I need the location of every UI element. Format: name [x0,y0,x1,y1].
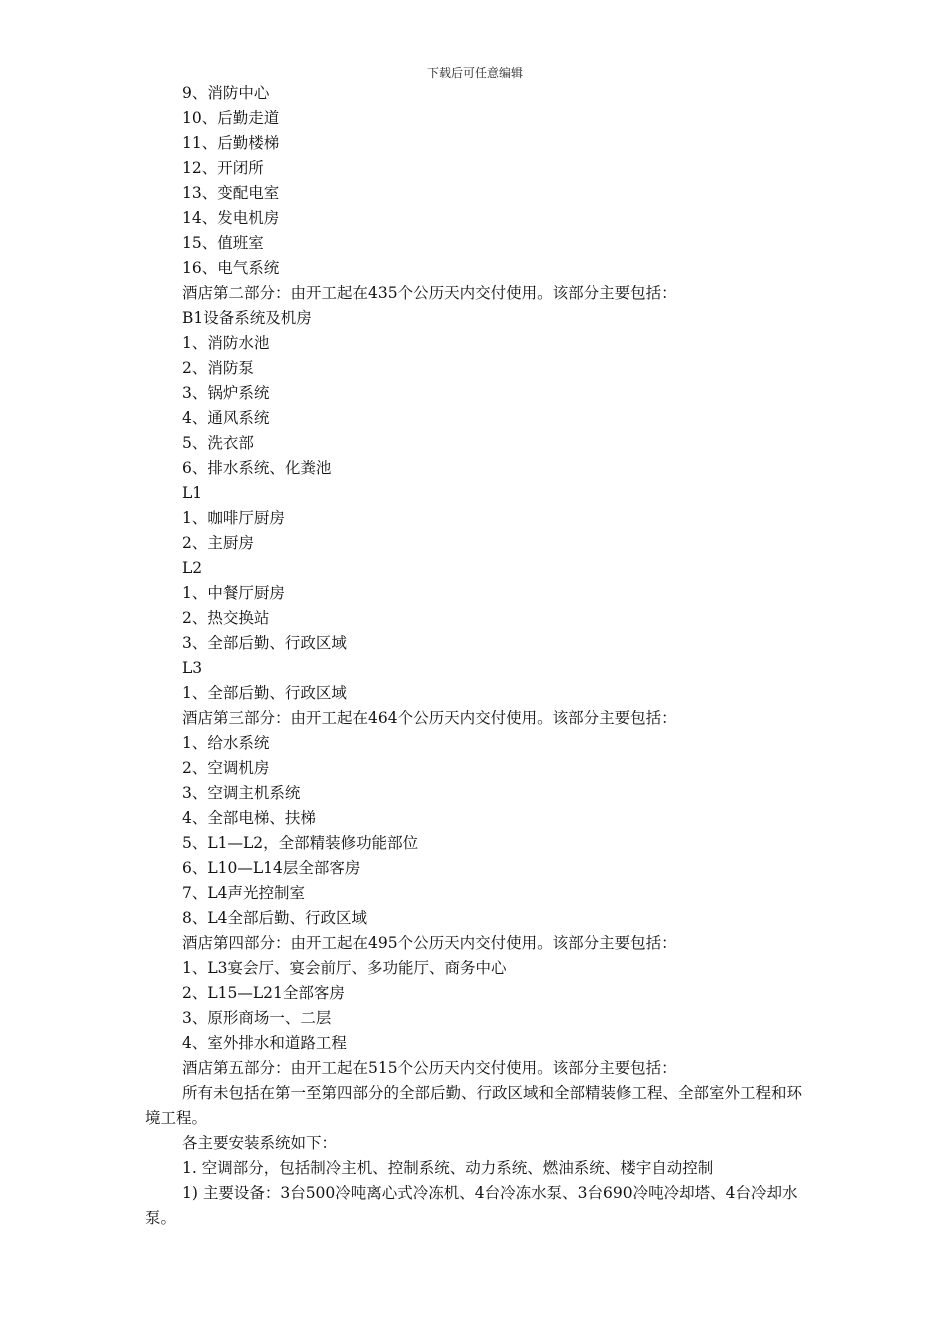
list-item: 3、全部后勤、行政区域 [182,634,347,652]
document-body [145,81,810,1231]
list-item: 1、咖啡厅厨房 [182,509,285,527]
floor-label: B1设备系统及机房 [182,309,312,327]
list-item: 6、L10—L14层全部客房 [182,859,361,877]
list-item: 2、消防泵 [182,359,254,377]
list-item: 4、室外排水和道路工程 [182,1034,347,1052]
list-item: 16、电气系统 [182,259,280,277]
list-item: 3、锅炉系统 [182,384,270,402]
floor-label: L1 [182,484,203,502]
paragraph: 所有未包括在第一至第四部分的全部后勤、行政区域和全部精装修工程、全部室外工程和环境工程。 [145,1084,803,1127]
list-item: 2、空调机房 [182,759,270,777]
paragraph: 1) 主要设备：3台500冷吨离心式冷冻机、4台冷冻水泵、3台690冷吨冷却塔、4台冷却水泵。 [145,1184,798,1227]
list-item: 2、热交换站 [182,609,270,627]
list-item: 1、中餐厅厨房 [182,584,285,602]
list-item: 12、开闭所 [182,159,264,177]
list-item: 3、空调主机系统 [182,784,301,802]
paragraph: 1. 空调部分，包括制冷主机、控制系统、动力系统、燃油系统、楼宇自动控制 [182,1159,714,1177]
list-item: 3、原形商场一、二层 [182,1009,332,1027]
list-item: 2、L15—L21全部客房 [182,984,345,1002]
section-heading: 酒店第五部分：由开工起在515个公历天内交付使用。该部分主要包括： [182,1059,677,1077]
list-item: 8、L4全部后勤、行政区域 [182,909,368,927]
section-heading: 酒店第三部分：由开工起在464个公历天内交付使用。该部分主要包括： [182,709,677,727]
list-item: 13、变配电室 [182,184,280,202]
list-item: 1、消防水池 [182,334,270,352]
list-item: 1、给水系统 [182,734,270,752]
list-item: 6、排水系统、化粪池 [182,459,332,477]
list-item: 14、发电机房 [182,209,280,227]
list-item: 11、后勤楼梯 [182,134,280,152]
list-item: 15、值班室 [182,234,264,252]
list-item: 1、全部后勤、行政区域 [182,684,347,702]
list-item: 9、消防中心 [182,84,270,102]
list-item: 2、主厨房 [182,534,254,552]
list-item: 5、L1—L2，全部精装修功能部位 [182,834,419,852]
list-item: 10、后勤走道 [182,109,280,127]
paragraph: 各主要安装系统如下： [182,1134,338,1152]
list-item: 4、通风系统 [182,409,270,427]
list-item: 1、L3宴会厅、宴会前厅、多功能厅、商务中心 [182,959,507,977]
floor-label: L3 [182,659,203,677]
floor-label: L2 [182,559,203,577]
list-item: 5、洗衣部 [182,434,254,452]
list-item: 7、L4声光控制室 [182,884,306,902]
page-header: 下载后可任意编辑 [426,66,523,80]
section-heading: 酒店第二部分：由开工起在435个公历天内交付使用。该部分主要包括： [182,284,677,302]
section-heading: 酒店第四部分：由开工起在495个公历天内交付使用。该部分主要包括： [182,934,677,952]
list-item: 4、全部电梯、扶梯 [182,809,316,827]
